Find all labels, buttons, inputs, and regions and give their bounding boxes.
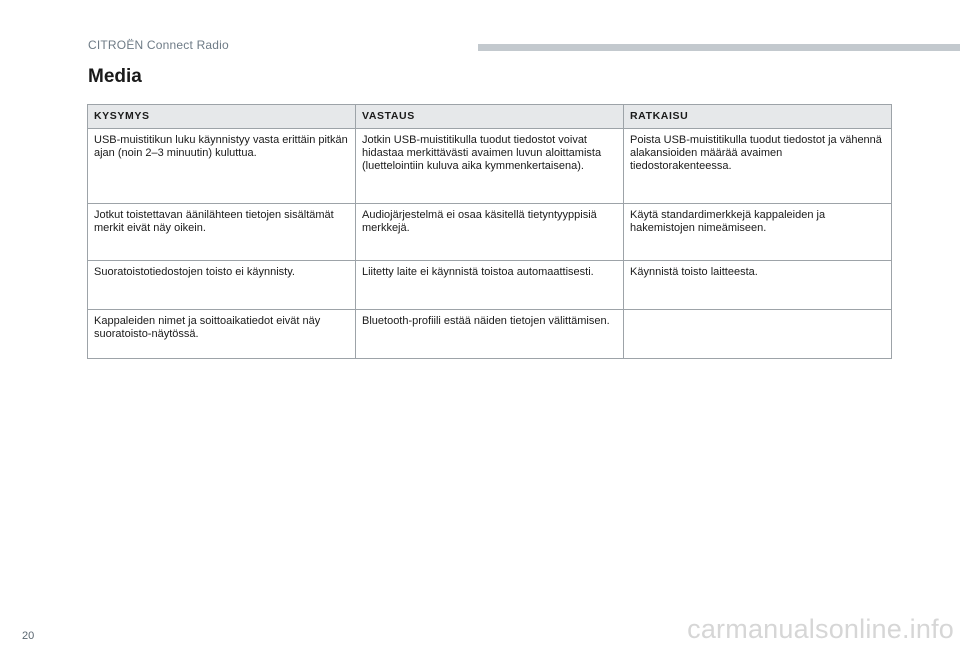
page-number: 20 [22, 630, 35, 642]
table-row [88, 129, 892, 204]
table-header-row [88, 105, 892, 129]
header-divider-bar [478, 44, 960, 51]
question-cell: Jotkut toistettavan äänilähteen tietojen sisältämät merkit eivät näy oikein. [88, 204, 356, 261]
column-header-question: KYSYMYS [88, 105, 356, 129]
section-title: Media [88, 66, 142, 87]
solution-cell: Poista USB-muistitikulla tuodut tiedostot ja vähennä alakansioiden määrää avaimen tiedostorakenteessa. [624, 129, 892, 204]
answer-cell: Liitetty laite ei käynnistä toistoa automaattisesti. [356, 261, 624, 310]
solution-cell [624, 310, 892, 359]
answer-cell: Jotkin USB-muistitikulla tuodut tiedostot voivat hidastaa merkittävästi avaimen luvun aloittamista (luettelointiin kuluva aika kymmenkertaisena). [356, 129, 624, 204]
table-row [88, 204, 892, 261]
column-header-solution: RATKAISU [624, 105, 892, 129]
table-row [88, 261, 892, 310]
table-row [88, 310, 892, 359]
solution-cell: Käynnistä toisto laitteesta. [624, 261, 892, 310]
question-cell: Suoratoistotiedostojen toisto ei käynnisty. [88, 261, 356, 310]
watermark-text: carmanualsonline.info [687, 614, 954, 644]
solution-cell: Käytä standardimerkkejä kappaleiden ja hakemistojen nimeämiseen. [624, 204, 892, 261]
question-cell: USB-muistitikun luku käynnistyy vasta erittäin pitkän ajan (noin 2–3 minuutin) kuluttua. [88, 129, 356, 204]
answer-cell: Audiojärjestelmä ei osaa käsitellä tietyntyyppisiä merkkejä. [356, 204, 624, 261]
faq-table [87, 104, 892, 359]
column-header-answer: VASTAUS [356, 105, 624, 129]
question-cell: Kappaleiden nimet ja soittoaikatiedot eivät näy suoratoisto-näytössä. [88, 310, 356, 359]
manual-header-title: CITROËN Connect Radio [88, 38, 229, 52]
answer-cell: Bluetooth-profiili estää näiden tietojen välittämisen. [356, 310, 624, 359]
